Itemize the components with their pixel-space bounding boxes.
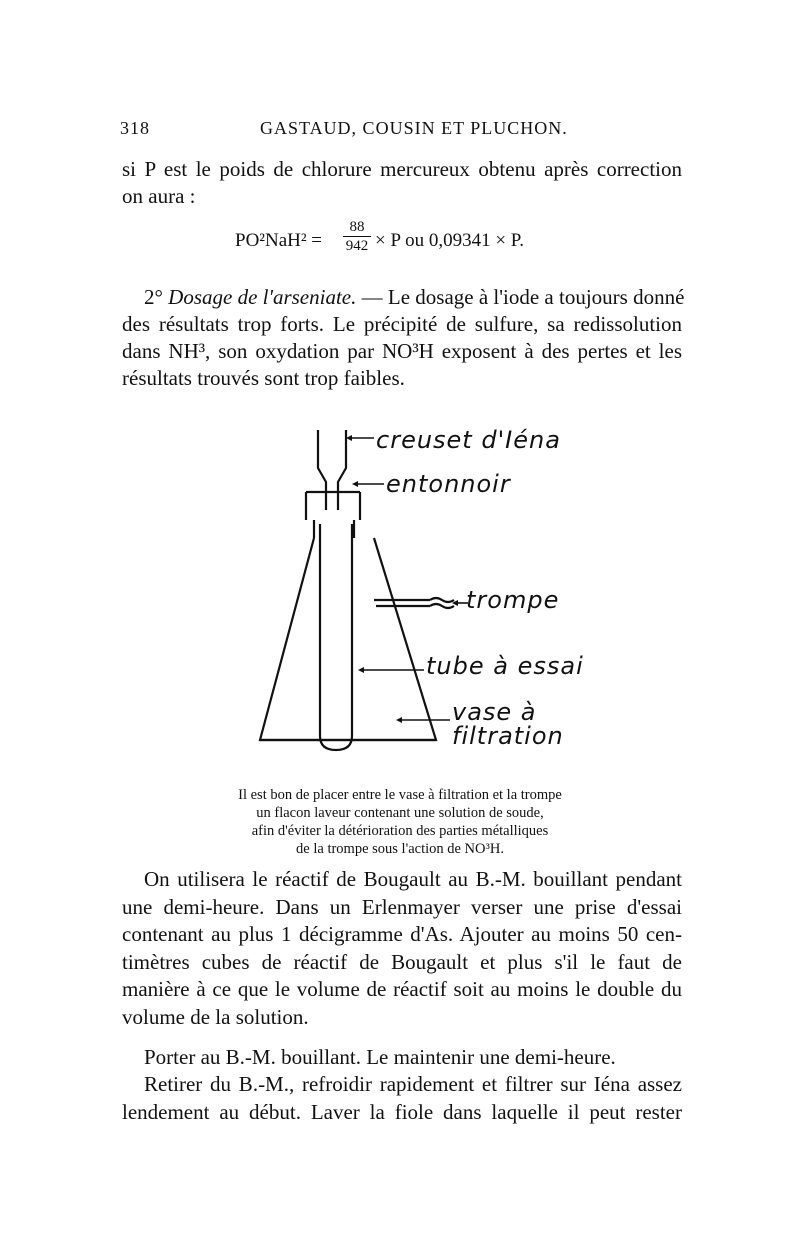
- text-line: on aura :: [122, 184, 196, 208]
- formula-denominator: 942: [345, 238, 369, 254]
- filtration-apparatus-figure: [240, 420, 600, 760]
- label-trompe: trompe: [466, 586, 560, 614]
- running-header: [120, 118, 680, 142]
- text-line: si P est le poids de chlorure mercureux obtenu après correction: [122, 157, 682, 181]
- text-line: lendement au début. Laver la fiole dans laquelle il peut rester: [122, 1099, 682, 1124]
- formula: [235, 219, 595, 264]
- section-label: Dosage de l'arseniate.: [168, 285, 357, 309]
- formula-fraction: [343, 218, 371, 255]
- section-2-paragraph: [122, 284, 685, 392]
- stopper-sides: [306, 492, 360, 520]
- body-paragraph-3: [122, 1071, 682, 1126]
- text-line: [122, 284, 685, 311]
- label-entonnoir: entonnoir: [386, 470, 511, 498]
- caption-line: Il est bon de placer entre le vase à filtration et la trompe: [238, 787, 562, 803]
- page-number: 318: [120, 118, 150, 138]
- running-title: GASTAUD, COUSIN ET PLUCHON.: [260, 118, 568, 138]
- label-vase-1: vase à: [452, 698, 537, 726]
- text-line: On utilisera le réactif de Bougault au B.-M. bouillant pendant: [144, 867, 682, 891]
- formula-rhs: × P ou 0,09341 × P.: [375, 230, 525, 251]
- intro-paragraph: [122, 156, 682, 210]
- crucible-left: [318, 430, 326, 510]
- text-line: Retirer du B.-M., refroidir rapidement et filtrer sur Iéna assez: [144, 1072, 682, 1096]
- text-line: contenant au plus 1 décigramme d'As. Ajouter au moins 50 cen-: [122, 922, 682, 946]
- arrow: [352, 481, 358, 487]
- text-line: une demi-heure. Dans un Erlenmayer verser une prise d'essai: [122, 894, 682, 919]
- text-line: dans NH³, son oxydation par NO³H exposent à des pertes et les: [122, 339, 682, 363]
- side-arm-wave: [430, 598, 454, 608]
- caption-line: un flacon laveur contenant une solution de soude,: [256, 805, 544, 821]
- arrow: [396, 717, 402, 723]
- formula-lhs: PO²NaH² =: [235, 230, 323, 251]
- text-line: résultats trouvés sont trop faibles.: [122, 366, 405, 390]
- section-number: 2°: [144, 285, 163, 309]
- caption-line: afin d'éviter la détérioration des parties métalliques: [251, 823, 549, 839]
- label-tube: tube à essai: [426, 652, 584, 680]
- formula-numerator: 88: [343, 218, 371, 237]
- body-paragraph-2: [122, 1044, 682, 1072]
- crucible-right: [338, 430, 346, 510]
- flask-body: [260, 538, 436, 740]
- side-arm: [374, 600, 430, 606]
- body-paragraph-1: [122, 866, 682, 1031]
- test-tube: [320, 524, 352, 750]
- arrow: [358, 667, 364, 673]
- text-line: volume de la solution.: [122, 1004, 309, 1029]
- caption-line: de la trompe sous l'action de NO³H.: [296, 841, 504, 857]
- text-line: des résultats trop forts. Le précipité de sulfure, sa redissolution: [122, 312, 682, 336]
- text-line: manière à ce que le volume de réactif soit au moins le double du: [122, 977, 682, 1001]
- label-vase-2: filtration: [452, 722, 564, 750]
- text-line: timètres cubes de réactif de Bougault et plus s'il le faut de: [122, 949, 682, 974]
- label-creuset: creuset d'Iéna: [376, 426, 561, 454]
- section-text: — Le dosage à l'iode a toujours donné: [361, 285, 685, 309]
- figure-caption: [170, 786, 630, 858]
- text-line: Porter au B.-M. bouillant. Le maintenir une demi-heure.: [144, 1045, 616, 1069]
